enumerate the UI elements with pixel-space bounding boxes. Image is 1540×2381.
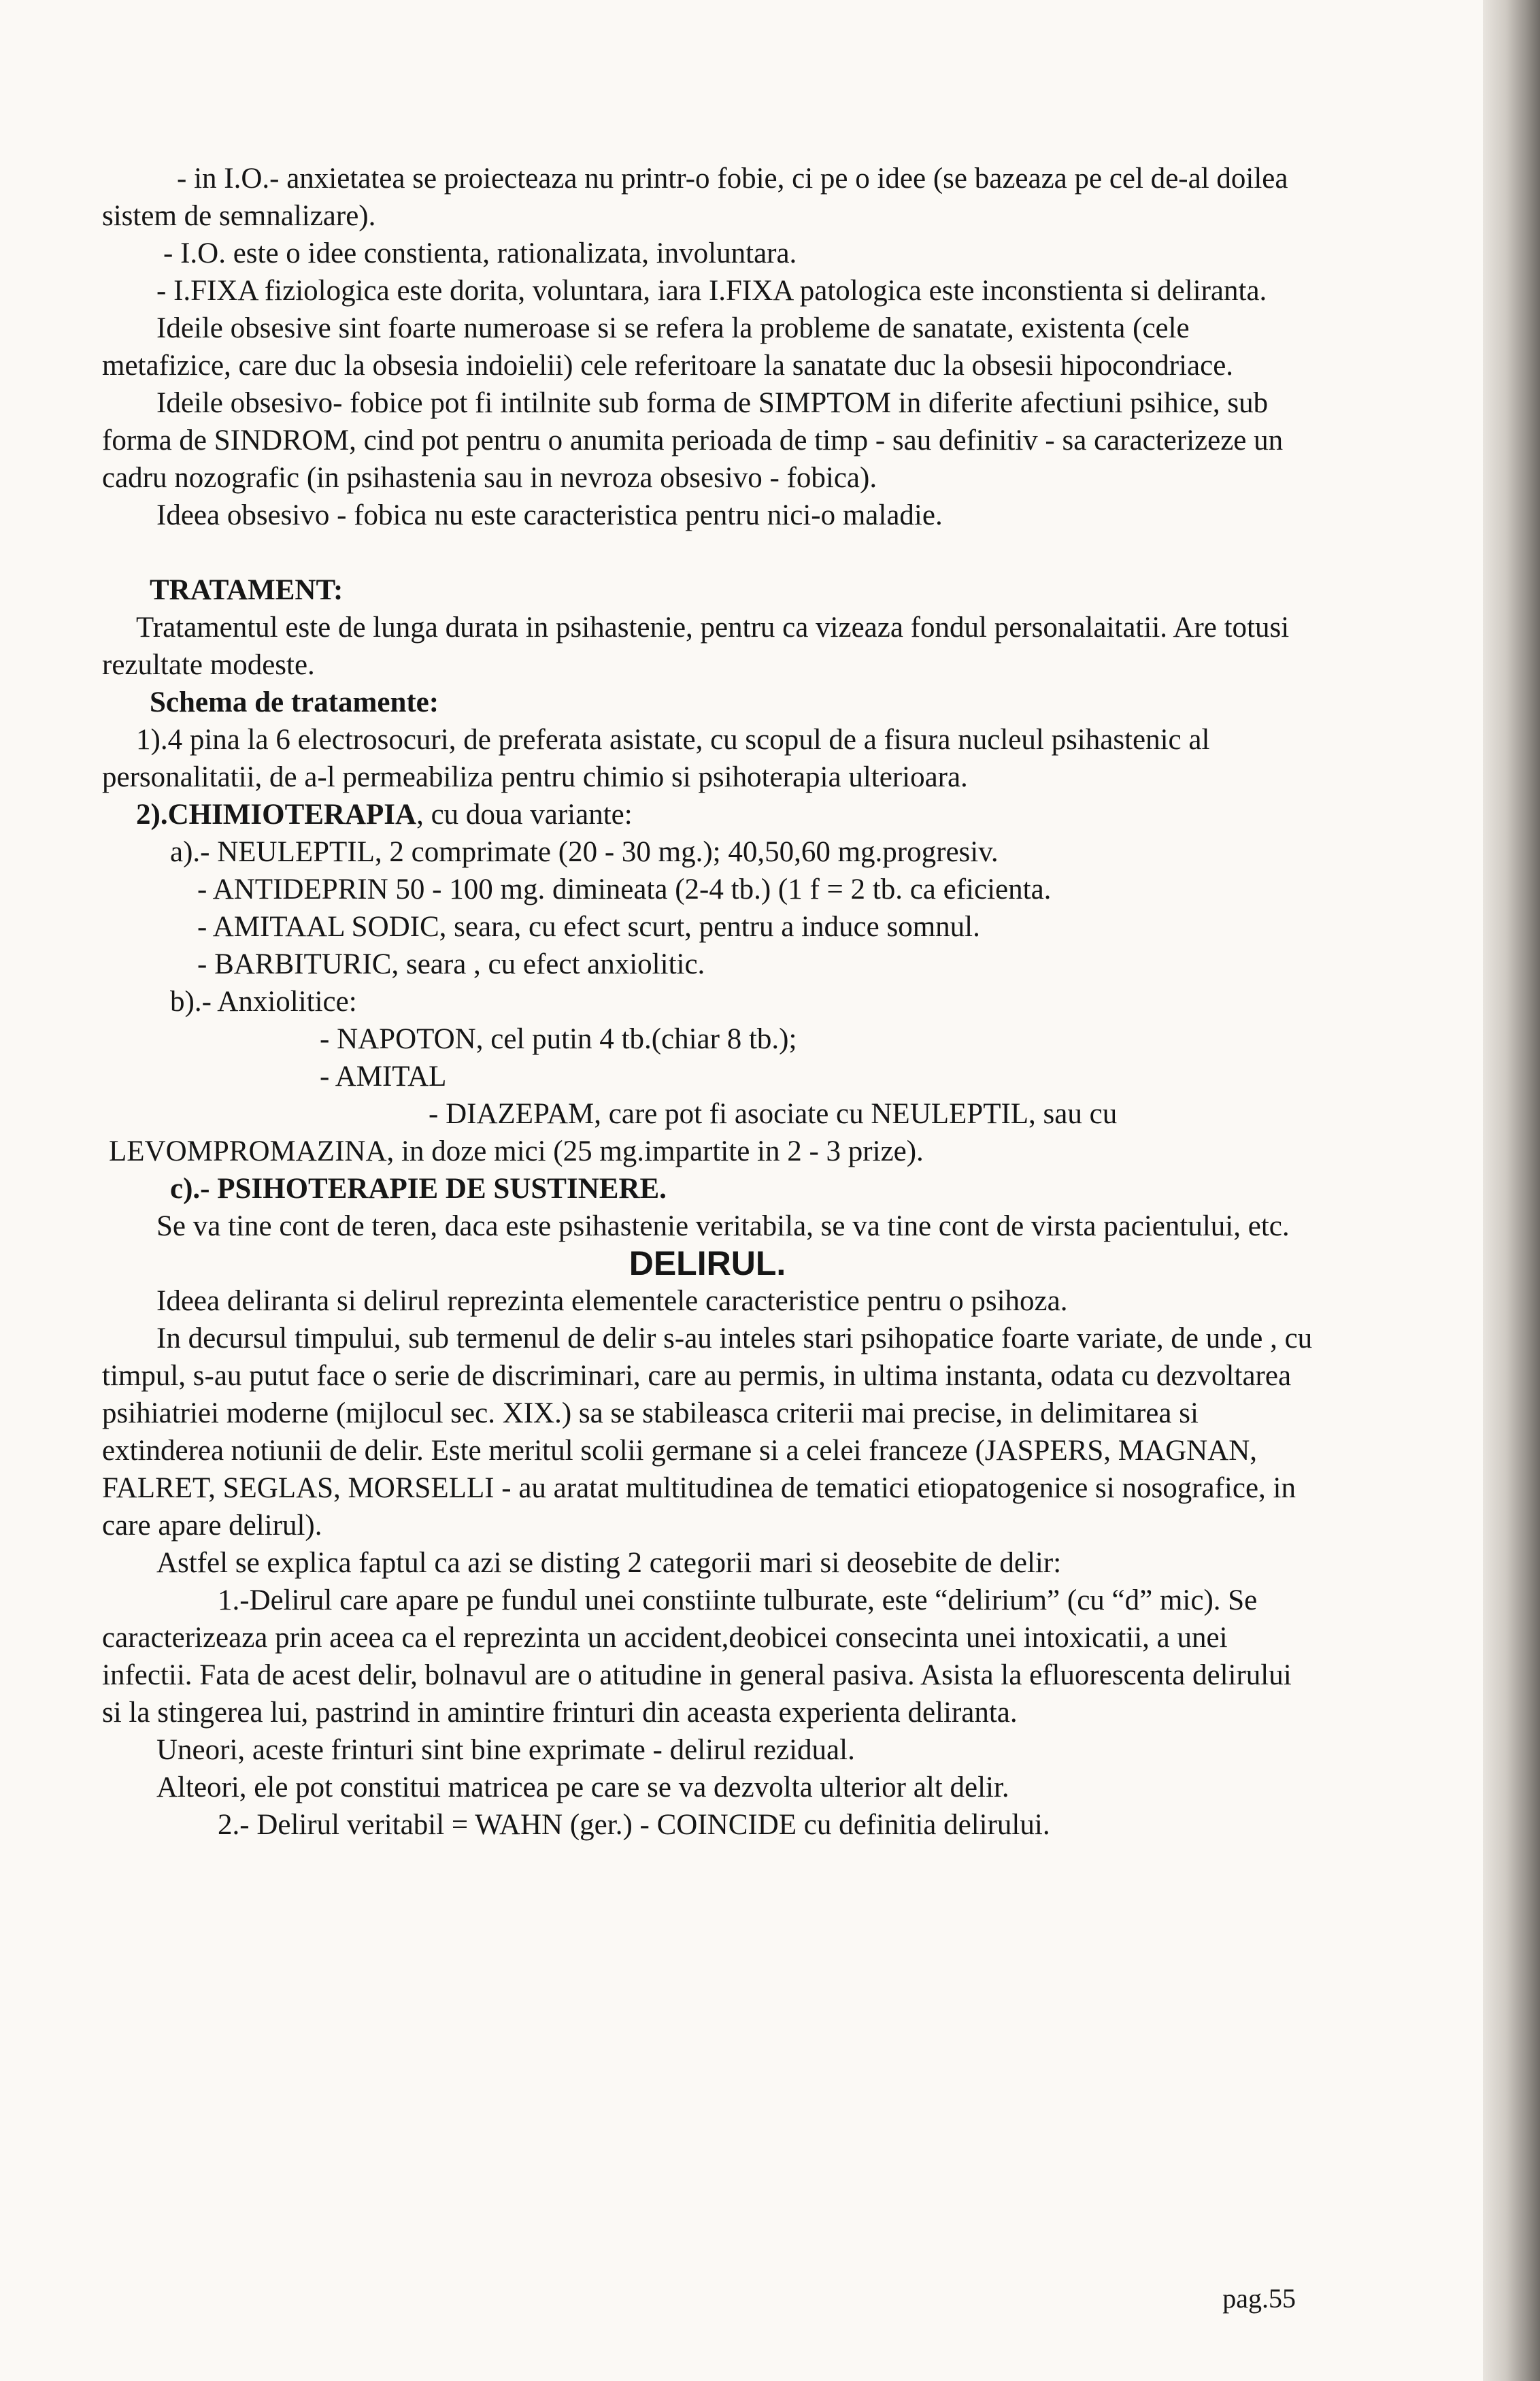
variant-b-1: - NAPOTON, cel putin 4 tb.(chiar 8 tb.); — [320, 1023, 797, 1055]
scheme-heading: Schema de tratamente: — [150, 686, 439, 718]
variant-a-4: - BARBITURIC, seara , cu efect anxiolitic. — [197, 948, 705, 980]
delirul-title: DELIRUL. — [629, 1244, 786, 1282]
variant-c-0: c).- PSIHOTERAPIE DE SUSTINERE. — [170, 1173, 667, 1205]
variant-b-3: - DIAZEPAM, care pot fi asociate cu NEULEPTIL, sau cu — [429, 1098, 1118, 1130]
variant-a-1: a).- NEULEPTIL, 2 comprimate (20 - 30 mg.); 40,50,60 mg.progresiv. — [170, 836, 999, 868]
body-text — [102, 160, 1313, 1844]
delir-para-4: 1.-Delirul care apare pe fundul unei constiinte tulburate, este “delirium” (cu “d” mic). Se caracterizeaza prin aceea ca el reprezinta un accident,deobicei consecinta unei intoxicatii, a unei infectii. Fata de acest delir, bolnavul are o atitudine in general pasiva. Asista la efluorescenta delirului si la stingerea lui, pastrind in amintire frinturi din aceasta experienta deliranta. — [102, 1584, 1292, 1729]
variant-c-1: Se va tine cont de teren, daca este psihastenie veritabila, se va tine cont de virsta pacientului, etc. — [156, 1210, 1290, 1242]
book-gutter-shadow — [1483, 0, 1540, 2381]
delir-para-6: Alteori, ele pot constitui matricea pe care se va dezvolta ulterior alt delir. — [156, 1771, 1009, 1803]
treatment-heading: TRATAMENT: — [150, 574, 344, 606]
variant-b-0: b).- Anxiolitice: — [170, 986, 357, 1018]
variant-a-3: - AMITAAL SODIC, seara, cu efect scurt, pentru a induce somnul. — [197, 911, 980, 943]
treatment-item-1: 1).4 pina la 6 electrosocuri, de preferata asistate, cu scopul de a fisura nucleul psihastenic al personalitatii, de a-l permeabiliza pentru chimio si psihoterapia ulterioara. — [102, 724, 1210, 793]
page-number: pag.55 — [1222, 2283, 1296, 2314]
para-obsessive-ideas: Ideile obsesive sint foarte numeroase si se refera la probleme de sanatate, existenta (cele metafizice, care duc la obsesia indoielii) cele referitoare la sanatate duc la obsesii hipocondriace. — [102, 312, 1234, 382]
delir-para-7: 2.- Delirul veritabil = WAHN (ger.) - COINCIDE cu definitia delirului. — [218, 1809, 1050, 1841]
para-ifixa: - I.FIXA fiziologica este dorita, voluntara, iara I.FIXA patologica este inconstienta si deliranta. — [156, 275, 1267, 307]
delir-para-3: Astfel se explica faptul ca azi se disting 2 categorii mari si deosebite de delir: — [156, 1547, 1062, 1579]
para-io-anxiety: - in I.O.- anxietatea se proiecteaza nu printr-o fobie, ci pe o idee (se bazeaza pe cel de-al doilea sistem de semnalizare). — [102, 163, 1288, 232]
delir-para-2: In decursul timpului, sub termenul de delir s-au inteles stari psihopatice foarte variate, de unde , cu timpul, s-au putut face o serie de discriminari, care au permis, in ultima instanta, odata cu dezvoltarea psihiatriei moderne (mijlocul sec. XIX.) sa se stabileasca criterii mai precise, in delimitarea si extinderea notiunii de delir. Este meritul scolii germane si a celei franceze (JASPERS, MAGNAN, FALRET, SEGLAS, MORSELLI - au aratat multitudinea de tematici etiopatogenice si nosografice, in care apare delirul). — [102, 1322, 1313, 1542]
delir-para-5: Uneori, aceste frinturi sint bine exprimate - delirul rezidual. — [156, 1734, 855, 1766]
treatment-intro: Tratamentul este de lunga durata in psihastenie, pentru ca vizeaza fondul personalaitatii. Are totusi rezultate modeste. — [102, 612, 1290, 681]
variant-b-2: - AMITAL — [320, 1061, 447, 1093]
para-no-disease: Ideea obsesivo - fobica nu este caracteristica pentru nici-o maladie. — [156, 499, 943, 531]
treatment-item-2: 2).CHIMIOTERAPIA, cu doua variante: — [136, 799, 633, 831]
para-obsessive-phobic: Ideile obsesivo- fobice pot fi intilnite sub forma de SIMPTOM in diferite afectiuni psihice, sub forma de SINDROM, cind pot pentru o anumita perioada de timp - sau definitiv - sa caracterizeze un cadru nozografic (in psihastenia sau in nevroza obsesivo - fobica). — [102, 387, 1284, 494]
variant-a-2: - ANTIDEPRIN 50 - 100 mg. dimineata (2-4 tb.) (1 f = 2 tb. ca eficienta. — [197, 873, 1052, 905]
para-io-definition: - I.O. este o idee constienta, rationalizata, involuntara. — [163, 237, 797, 269]
delir-para-1: Ideea deliranta si delirul reprezinta elementele caracteristice pentru o psihoza. — [156, 1285, 1068, 1317]
variant-b-4: LEVOMPROMAZINA, in doze mici (25 mg.impartite in 2 - 3 prize). — [109, 1135, 924, 1167]
